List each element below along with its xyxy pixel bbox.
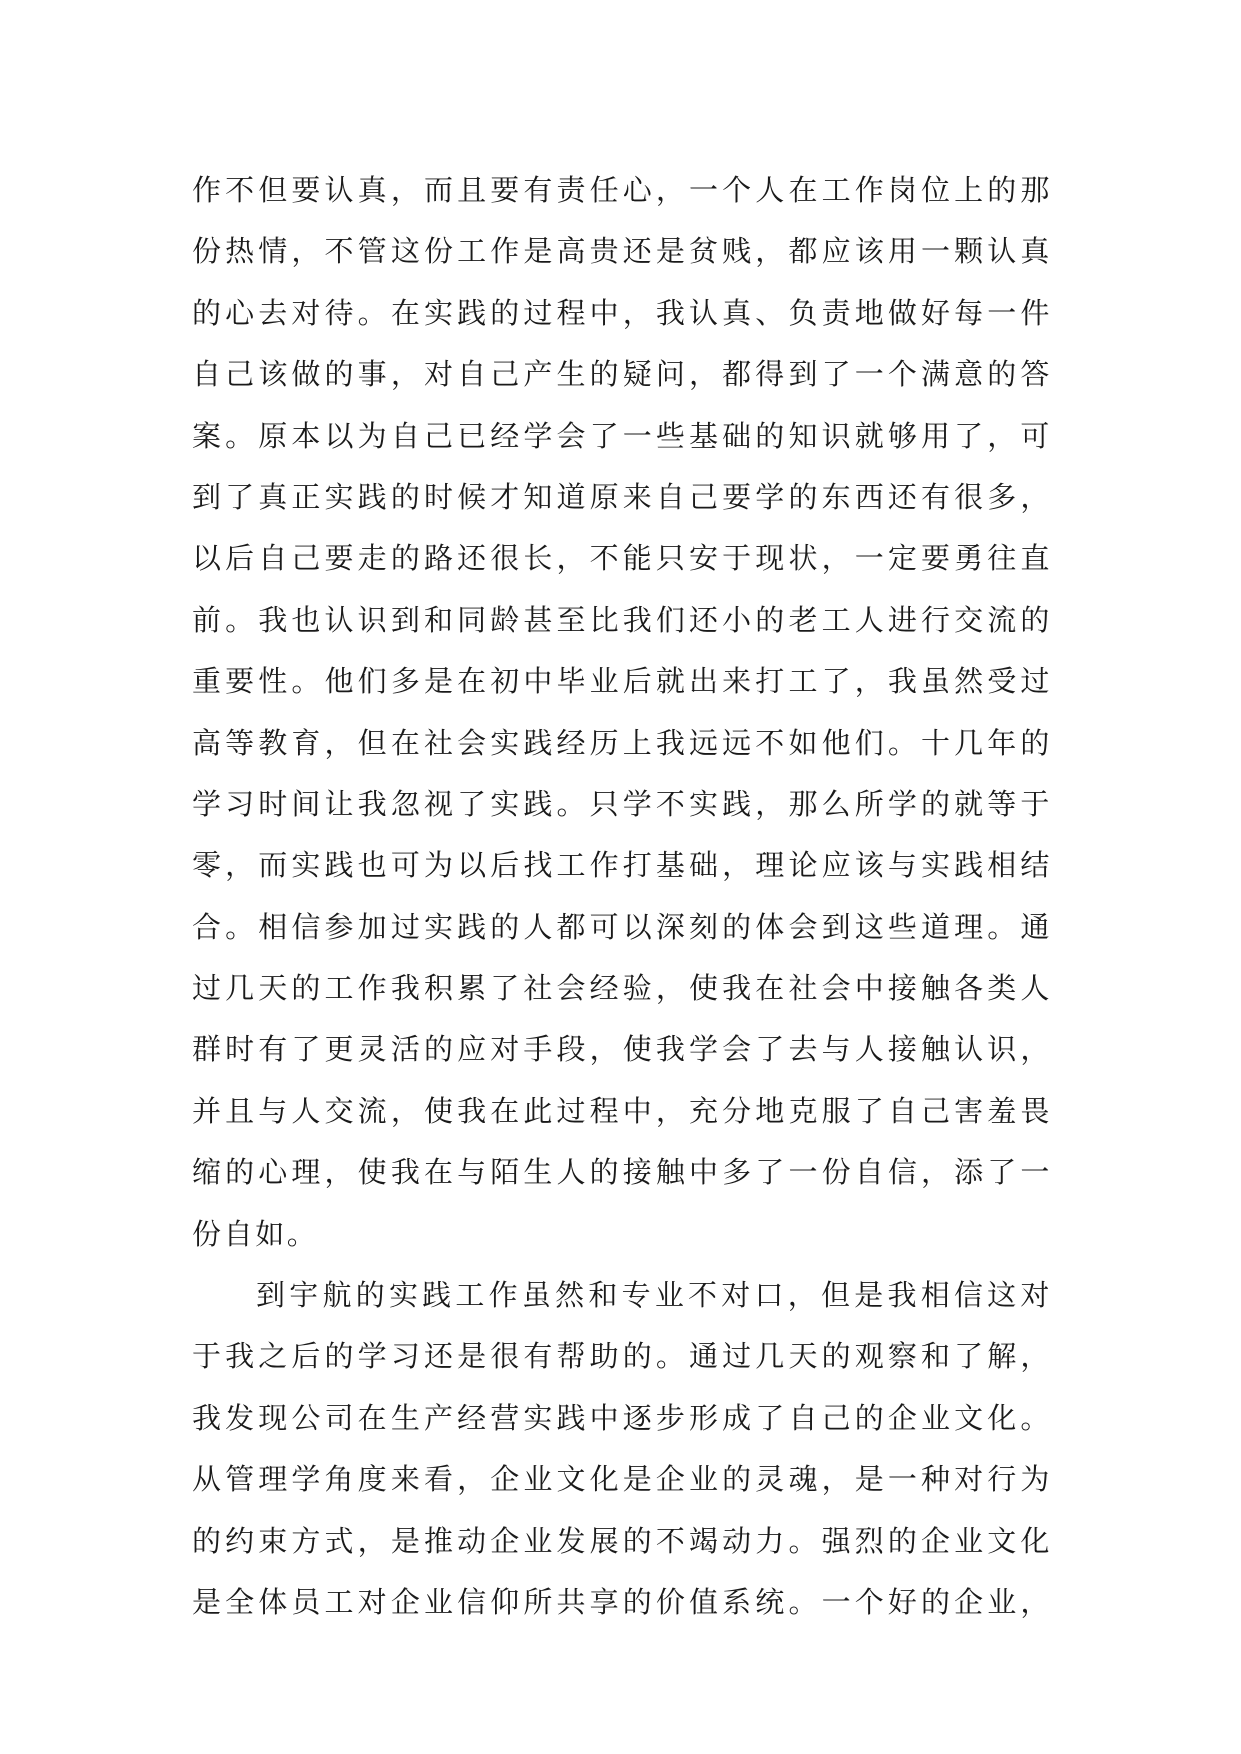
paragraph-2 bbox=[192, 1265, 1052, 1633]
text-line: 过几天的工作我积累了社会经验，使我在社会中接触各类人 bbox=[192, 971, 1052, 1006]
text-line: 学习时间让我忽视了实践。只学不实践，那么所学的就等于 bbox=[192, 786, 1052, 821]
text-line: 份热情，不管这份工作是高贵还是贫贱，都应该用一颗认真 bbox=[192, 234, 1052, 269]
text-line: 自己该做的事，对自己产生的疑问，都得到了一个满意的答 bbox=[192, 357, 1052, 392]
text-line: 作不但要认真，而且要有责任心，一个人在工作岗位上的那 bbox=[192, 173, 1052, 207]
text-line: 高等教育，但在社会实践经历上我远远不如他们。十几年的 bbox=[192, 725, 1052, 760]
text-line: 我发现公司在生产经营实践中逐步形成了自己的企业文化。 bbox=[192, 1400, 1052, 1435]
text-line: 从管理学角度来看，企业文化是企业的灵魂，是一种对行为 bbox=[192, 1462, 1052, 1497]
text-line: 是全体员工对企业信仰所共享的价值系统。一个好的企业， bbox=[192, 1584, 1052, 1619]
text-line: 重要性。他们多是在初中毕业后就出来打工了，我虽然受过 bbox=[192, 664, 1052, 699]
document-body bbox=[192, 160, 1052, 1633]
text-line: 到了真正实践的时候才知道原来自己要学的东西还有很多， bbox=[192, 479, 1052, 514]
paragraph-1 bbox=[192, 160, 1052, 1265]
text-line: 的约束方式，是推动企业发展的不竭动力。强烈的企业文化 bbox=[192, 1523, 1052, 1558]
text-line: 案。原本以为自己已经学会了一些基础的知识就够用了，可 bbox=[192, 418, 1052, 453]
text-line: 前。我也认识到和同龄甚至比我们还小的老工人进行交流的 bbox=[192, 602, 1052, 637]
text-line: 份自如。 bbox=[192, 1216, 319, 1251]
text-line: 的心去对待。在实践的过程中，我认真、负责地做好每一件 bbox=[192, 295, 1052, 330]
text-line: 以后自己要走的路还很长，不能只安于现状，一定要勇往直 bbox=[192, 541, 1052, 576]
text-line: 于我之后的学习还是很有帮助的。通过几天的观察和了解， bbox=[192, 1339, 1052, 1374]
text-line: 到宇航的实践工作虽然和专业不对口，但是我相信这对 bbox=[256, 1278, 1052, 1313]
text-line: 合。相信参加过实践的人都可以深刻的体会到这些道理。通 bbox=[192, 909, 1052, 944]
text-line: 缩的心理，使我在与陌生人的接触中多了一份自信，添了一 bbox=[192, 1155, 1052, 1190]
text-line: 并且与人交流，使我在此过程中，充分地克服了自己害羞畏 bbox=[192, 1093, 1052, 1128]
text-line: 群时有了更灵活的应对手段，使我学会了去与人接触认识， bbox=[192, 1032, 1052, 1067]
text-line: 零，而实践也可为以后找工作打基础，理论应该与实践相结 bbox=[192, 848, 1052, 883]
